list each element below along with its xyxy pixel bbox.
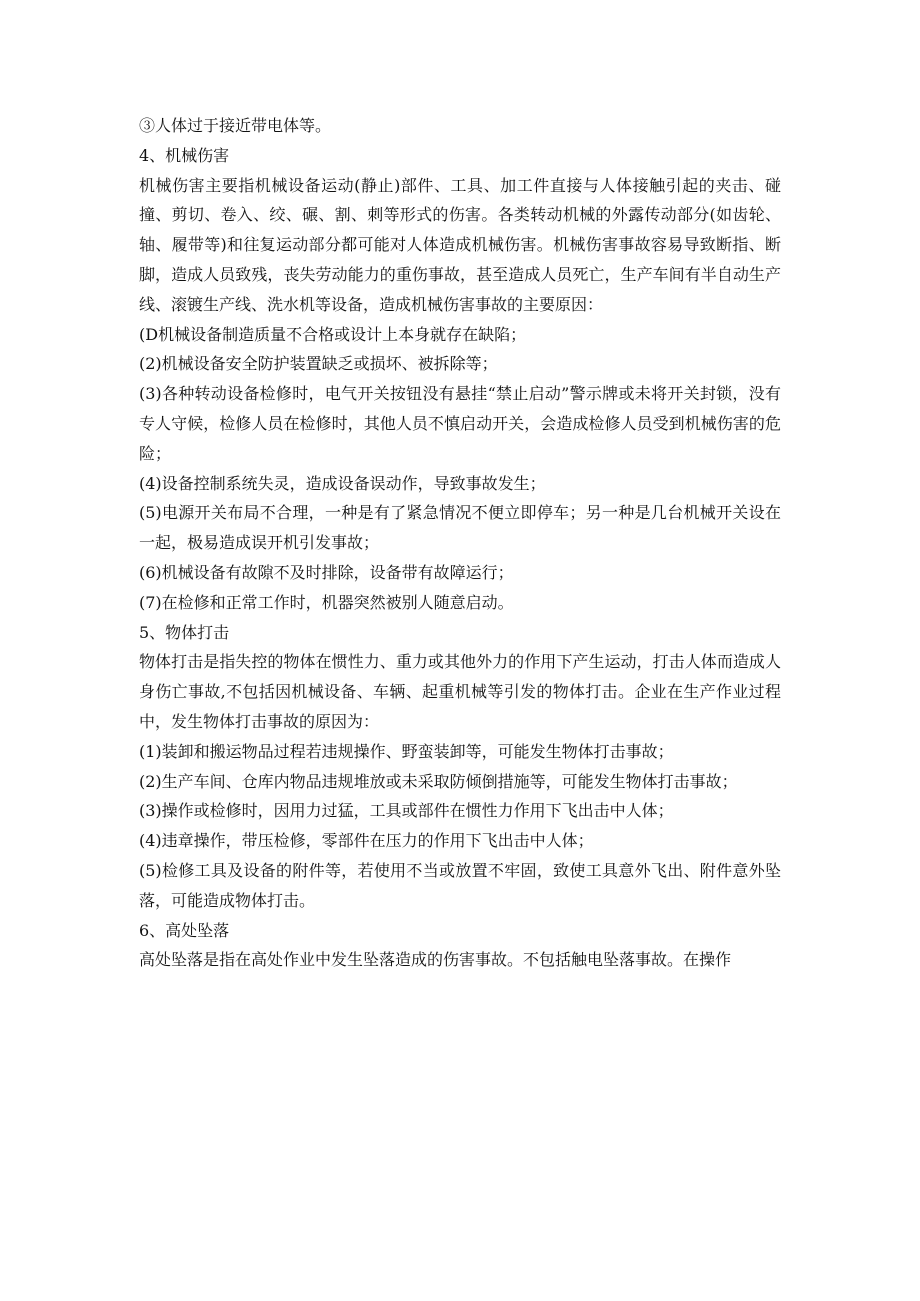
- section-heading-fall-from-height: 6、高处坠落: [139, 920, 230, 940]
- list-item-mechanical-3: (3)各种转动设备检修时，电气开关按钮没有悬挂“禁止启动”警示牌或未将开关封锁，没有专人守候，检修人员在检修时，其他人员不慎启动开关，会造成检修人员受到机械伤害的危险；: [139, 384, 781, 463]
- list-item-strike-5: (5)检修工具及设备的附件等，若使用不当或放置不牢固，致使工具意外飞出、附件意外坠落，可能造成物体打击。: [139, 860, 781, 910]
- list-item-strike-4: (4)违章操作，带压检修，零部件在压力的作用下飞出击中人体；: [139, 831, 594, 851]
- paragraph-fall-from-height-definition: 高处坠落是指在高处作业中发生坠落造成的伤害事故。不包括触电坠落事故。在操作: [139, 950, 732, 970]
- paragraph-object-strike-definition: 物体打击是指失控的物体在惯性力、重力或其他外力的作用下产生运动，打击人体而造成人身伤亡事故,不包括因机械设备、车辆、起重机械等引发的物体打击。企业在生产作业过程中，发生物体打击事故的原因为：: [139, 652, 781, 731]
- list-item-strike-1: (1)装卸和搬运物品过程若违规操作、野蛮装卸等，可能发生物体打击事故；: [139, 741, 674, 761]
- list-item-mechanical-4: (4)设备控制系统失灵，造成设备误动作，导致事故发生；: [139, 473, 546, 493]
- list-item-strike-2: (2)生产车间、仓库内物品违规堆放或未采取防倾倒措施等，可能发生物体打击事故；: [139, 771, 738, 791]
- paragraph-mechanical-injury-definition: 机械伤害主要指机械设备运动(静止)部件、工具、加工件直接与人体接触引起的夹击、碰撞、剪切、卷入、绞、碾、割、刺等形式的伤害。各类转动机械的外露传动部分(如齿轮、轴、履带等)和往复运动部分都可能对人体造成机械伤害。机械伤害事故容易导致断指、断脚，造成人员致残，丧失劳动能力的重伤事故，甚至造成人员死亡，生产车间有半自动生产线、滚镀生产线、洗水机等设备，造成机械伤害事故的主要原因：: [139, 175, 781, 314]
- list-item-mechanical-7: (7)在检修和正常工作时，机器突然被别人随意启动。: [139, 592, 514, 612]
- list-item-mechanical-1: (D机械设备制造质量不合格或设计上本身就存在缺陷；: [139, 324, 527, 344]
- list-item-strike-3: (3)操作或检修时，因用力过猛，工具或部件在惯性力作用下飞出击中人体；: [139, 801, 674, 821]
- list-item-mechanical-2: (2)机械设备安全防护装置缺乏或损坏、被拆除等；: [139, 354, 498, 374]
- list-item-3: ③人体过于接近带电体等。: [139, 116, 332, 135]
- section-heading-mechanical-injury: 4、机械伤害: [139, 145, 230, 165]
- list-item-mechanical-5: (5)电源开关布局不合理，一种是有了紧急情况不便立即停车；另一种是几台机械开关设在一起，极易造成误开机引发事故；: [139, 503, 781, 553]
- list-item-mechanical-6: (6)机械设备有故隙不及时排除，设备带有故障运行；: [139, 562, 514, 582]
- document-body: [139, 111, 781, 975]
- section-heading-object-strike: 5、物体打击: [139, 622, 230, 642]
